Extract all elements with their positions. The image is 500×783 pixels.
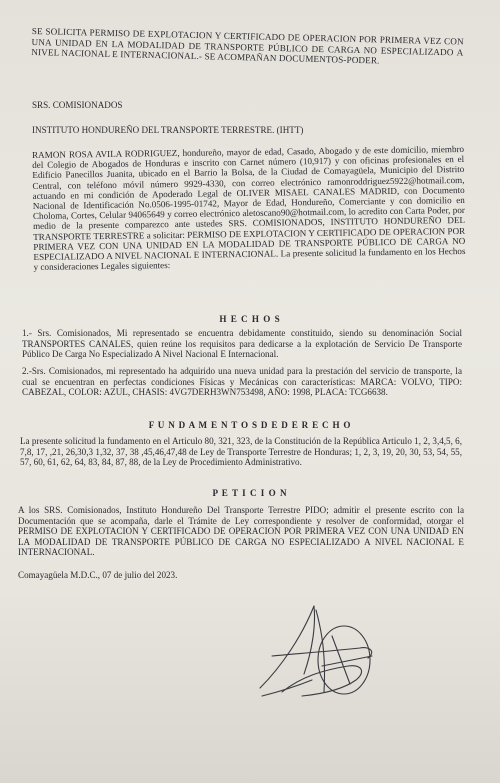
hecho-2-paragraph: 2.-Srs. Comisionados, mi representado ha adquirido una nueva unidad para la prestación del servicio de transporte, la cual se encuentran en perfectas condiciones Físicas y Mecánicas con características: MARCA: VOLVO, TIPO: CABEZAL, COLOR: AZUL, CHASIS: 4VG7DERH3WN753498, AÑO: 1998, PLACA: TCG6638. — [22, 366, 462, 398]
signature-stroke — [322, 636, 372, 684]
addressee-line-1: SRS. COMISIONADOS — [32, 100, 123, 110]
date-line: Comayagüela M.D.C., 07 de julio del 2023. — [18, 570, 178, 580]
document-subject: SE SOLICITA PERMISO DE EXPLOTACION Y CERTIFICADO DE OPERACION POR PRIMERA VEZ CON UNA UNIDAD EN LA MODALIDAD DE TRANSPORTE PÚBLICO DE CARGA NO ESPECIALIZADO A NIVEL NACIONAL E INTERNACIONAL.- SE ACOMPAÑAN DOCUMENTOS-PODER. — [31, 26, 464, 66]
peticion-heading: P E T I C I O N — [212, 488, 288, 498]
intro-paragraph: RAMON ROSA AVILA RODRIGUEZ, hondureño, mayor de edad, Casado, Abogado y de este domicilio, miembro del Colegio de Abogados de Honduras e inscrito con Carnet número (10,917) y con oficinas profesionales en el Edificio Panecillos Juanita, ubicado en el Barrio la Bolsa, de la Ciudad de Comayagüela, Municipio del Distrito Central, con teléfono móvil número 9929-4330, con correo electrónico ramonroddriguez5922@hotmail.com, actuando en mi condición de Apoderado Legal de OLIVER MISAEL CANALES MADRID, con Documento Nacional de Identificación No.0506-1995-01742, Mayor de Edad, Hondureño, Comerciante y con domicilio en Choloma, Cortes, Celular 94065649 y correo electrónico aletoscano90@hotmail.com, lo acredito con Carta Poder, por medio de la presente comparezco ante ustedes SRS. COMISIONADOS, INSTITUTO HONDUREÑO DEL TRANSPORTE TERRESTRE a solicitar: PERMISO DE EXPLOTACION Y CERTIFICADO DE OPERACION POR PRIMERA VEZ CON UNA UNIDAD EN LA MODALIDAD DE TRANSPORTE PÚBLICO DE CARGA NO ESPECIALIZADO A NIVEL NACIONAL E INTERNACIONAL. La presente solicitud la fundamento en los Hechos y consideraciones Legales siguientes: — [32, 143, 466, 273]
signature-loop — [318, 626, 370, 694]
handwritten-signature — [252, 596, 382, 706]
signature-stroke — [260, 606, 315, 688]
signature-stroke — [282, 666, 362, 696]
hechos-heading: H E C H O S — [219, 314, 281, 324]
hecho-1-paragraph: 1.- Srs. Comisionados, Mi representado se encuentra debidamente constituido, siendo su denominación Social TRANSPORTES CANALES, quien reúne los requisitos para dedicarse a la explotación de Servicio De Transporte Público De Carga No Especializado A Nivel Nacional E Internacional. — [22, 328, 462, 360]
fundamentos-heading: F U N D A M E N T O S D E D E R E C H O — [148, 420, 352, 430]
derecho-paragraph: La presente solicitud la fundamento en el Articulo 80, 321, 323, de la Constitución de la República Articulo 1, 2, 3,4,5, 6, 7,8, 17, ,21, 26,30,3 1,32, 37, 38 ,45,46,47,48 de Ley de Transporte Terrestre de Honduras; 1, 2, 3, 19, 20, 30, 53, 54, 55, 57, 60, 61, 62, 64, 83, 84, 87, 88, de la Ley de Procedimiento Administrativo. — [20, 436, 462, 468]
peticion-paragraph: A los SRS. Comisionados, Instituto Hondureño Del Transporte Terrestre PIDO; admitir el presente escrito con la Documentación que se acompaña, darle el Trámite de Ley correspondiente y resolver de conformidad, otorgar el PERMISO DE EXPLOTACION Y CERTIFICADO DE OPERACION POR PRIMERA VEZ CON UNA UNIDAD EN LA MODALIDAD DE TRANSPORTE PÚBLICO DE CARGA NO ESPECIALIZADO A NIVEL NACIONAL E INTERNACIONAL. — [18, 505, 464, 558]
addressee-line-2: INSTITUTO HONDUREÑO DEL TRANSPORTE TERRESTRE. (IHTT) — [32, 125, 304, 135]
